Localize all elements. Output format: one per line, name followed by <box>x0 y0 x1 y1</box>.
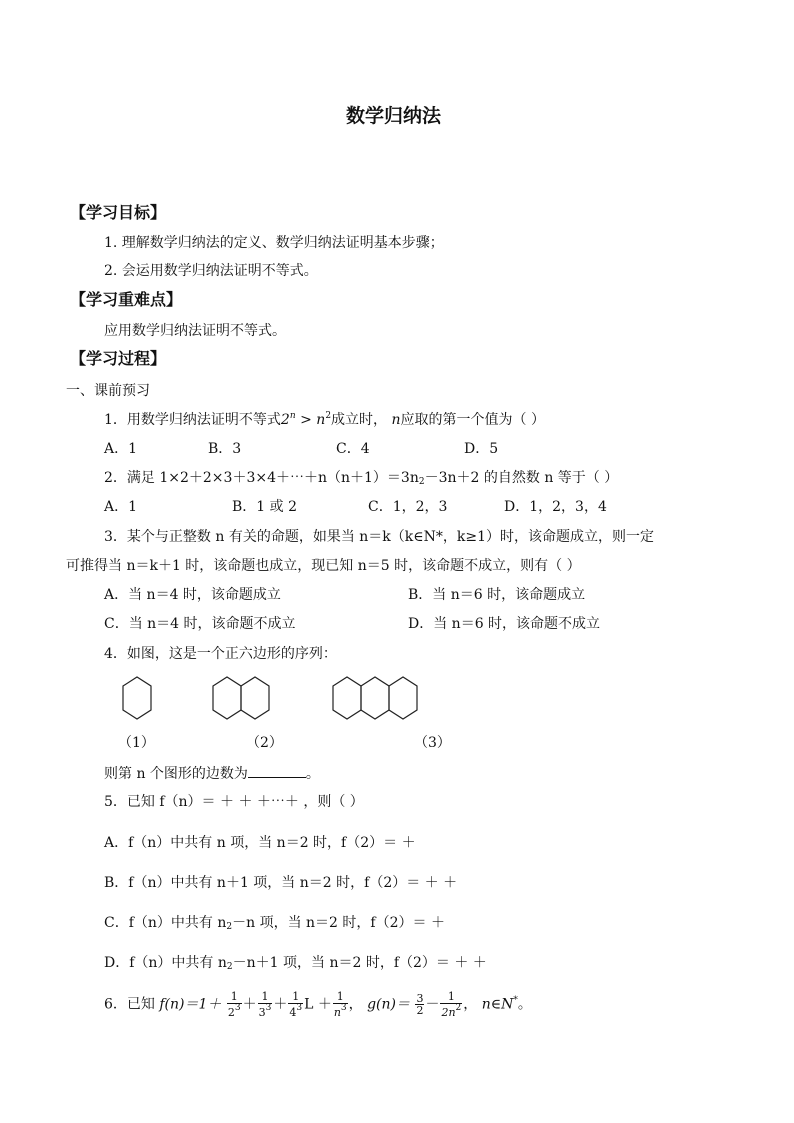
q2-option-b: B．1 或 2 <box>232 499 298 515</box>
q1-suffix: 应取的第一个值为（ ） <box>400 412 545 428</box>
q4-tail-a: 则第 n 个图形的边数为 <box>104 766 248 782</box>
hexagon-figure-2 <box>210 674 280 722</box>
q5-option-d-head: D．f（n）中共有 n <box>104 955 227 971</box>
q6-g-frac-2-exp: 2 <box>455 1002 462 1013</box>
q3-option-d: D．当 n＝6 时，该命题不成立 <box>408 616 601 632</box>
q1-op: > <box>300 412 312 428</box>
q6-sep-2: ， <box>463 996 478 1013</box>
q5-option-c-tail: －n 项，当 n＝2 时，f（2）＝ ＋ <box>232 915 445 931</box>
q6-g-frac-1-den: 2 <box>416 1004 424 1018</box>
q6-frac-4-exp: 3 <box>340 1002 347 1013</box>
q1-option-b: B．3 <box>208 441 242 457</box>
q6-frac-3 <box>288 991 303 1018</box>
q5-option-c-head: C．f（n）中共有 n <box>104 915 227 931</box>
q1-rhs-exp: 2 <box>325 411 332 421</box>
q1-lhs-base: 2 <box>280 412 290 428</box>
question-4: 4．如图，这是一个正六边形的序列： <box>104 646 337 662</box>
q6-frac-4-den: n <box>333 1005 341 1019</box>
q6-plus-3: ＋ <box>317 996 332 1013</box>
hexagon-figure-3 <box>330 674 430 722</box>
q2-option-a: A．1 <box>104 499 138 515</box>
q5-option-b: B．f（n）中共有 n＋1 项，当 n＝2 时，f（2）＝ ＋ ＋ <box>104 875 458 891</box>
q2-text-a: 2．满足 1×2＋2×3＋3×4＋⋯＋n（n＋1）＝3n <box>104 470 419 486</box>
q6-star: * <box>513 995 518 1006</box>
q6-frac-3-den: 4 <box>289 1005 297 1019</box>
q6-frac-2-exp: 3 <box>265 1002 272 1013</box>
figure-label-3: （3） <box>414 735 451 751</box>
q2-option-c: C．1，2，3 <box>368 499 448 515</box>
section-heading-process: 【学习过程】 <box>70 349 167 368</box>
question-2 <box>104 471 618 487</box>
q6-frac-2-den: 3 <box>258 1005 266 1019</box>
q4-tail-b: 。 <box>305 766 320 782</box>
q5-option-c <box>104 916 445 932</box>
section-heading-key-points: 【学习重难点】 <box>70 290 183 309</box>
q2-option-d: D．1，2，3，4 <box>504 499 607 515</box>
q1-option-a: A．1 <box>104 441 138 457</box>
page-title: 数学归纳法 <box>346 105 442 127</box>
q6-end: 。 <box>517 996 532 1013</box>
q6-frac-1-num: 1 <box>227 991 242 1004</box>
q3-option-b: B．当 n＝6 时，该命题成立 <box>408 587 586 603</box>
q3-option-a: A．当 n＝4 时，该命题成立 <box>104 587 281 603</box>
q1-middle: 成立时， <box>331 412 388 428</box>
q1-lhs-exp: n <box>289 411 296 421</box>
q6-g-minus: － <box>425 996 440 1013</box>
figure-label-1: （1） <box>118 735 155 751</box>
q6-frac-4 <box>333 991 348 1018</box>
q1-rhs-base: n <box>316 412 326 428</box>
question-5: 5．已知 f（n）＝ ＋ ＋ ＋⋯＋ ，则（ ） <box>104 794 364 810</box>
goal-item-2: 2. 会运用数学归纳法证明不等式。 <box>104 263 318 279</box>
section-heading-goals: 【学习目标】 <box>70 203 167 222</box>
q1-var: n <box>391 412 401 428</box>
q6-sep-1: ， <box>348 996 363 1013</box>
q3-option-c: C．当 n＝4 时，该命题不成立 <box>104 616 296 632</box>
q6-g-lhs: g(n)＝ <box>367 996 410 1013</box>
subheading-preview: 一、课前预习 <box>66 383 150 399</box>
q6-frac-3-exp: 3 <box>296 1002 303 1013</box>
q6-g-frac-2 <box>440 991 462 1018</box>
q2-text-b: －3n＋2 的自然数 n 等于（ ） <box>424 470 619 486</box>
q6-ellipsis: L <box>304 996 314 1013</box>
q5-option-c-sub: 2 <box>226 922 233 932</box>
q3-line-2: 可推得当 n＝k＋1 时，该命题也成立，现已知 n＝5 时，该命题不成立，则有（ ） <box>66 558 581 574</box>
q1-option-d: D．5 <box>464 441 499 457</box>
q6-frac-4-num: 1 <box>333 991 348 1004</box>
q6-frac-2 <box>258 991 273 1018</box>
q6-frac-1-exp: 3 <box>234 1002 241 1013</box>
q6-frac-1-den: 2 <box>227 1005 235 1019</box>
hexagon-figure-1 <box>120 674 160 722</box>
goal-item-1: 1. 理解数学归纳法的定义、数学归纳法证明基本步骤； <box>104 235 444 251</box>
q5-option-d-sub: 2 <box>226 962 233 972</box>
q6-plus-2: ＋ <box>273 996 288 1013</box>
q4-tail <box>104 765 320 781</box>
q6-g-frac-2-num: 1 <box>440 991 462 1004</box>
figure-label-2: （2） <box>246 735 283 751</box>
q6-plus-1: ＋ <box>242 996 257 1013</box>
q5-option-a: A．f（n）中共有 n 项，当 n＝2 时，f（2）＝ ＋ <box>104 835 416 851</box>
q6-frac-1 <box>227 991 242 1018</box>
q6-g-frac-1-num: 3 <box>416 991 424 1005</box>
q2-sub: 2 <box>418 477 425 487</box>
key-points-text: 应用数学归纳法证明不等式。 <box>104 323 286 339</box>
q5-option-d <box>104 956 487 972</box>
q6-set: n∈N <box>481 996 514 1013</box>
q6-g-frac-1 <box>415 993 424 1017</box>
question-6 <box>104 991 532 1018</box>
q6-frac-3-num: 1 <box>288 991 303 1004</box>
q6-f-lhs: f(n)＝1＋ <box>159 996 222 1013</box>
q5-option-d-tail: －n＋1 项，当 n＝2 时，f（2）＝ ＋ ＋ <box>232 955 487 971</box>
q1-option-c: C．4 <box>336 441 370 457</box>
q1-prefix: 1．用数学归纳法证明不等式 <box>104 412 281 428</box>
q6-frac-2-num: 1 <box>258 991 273 1004</box>
q6-prefix: 6．已知 <box>104 996 155 1013</box>
q6-g-frac-2-den: 2n <box>441 1005 456 1019</box>
q3-line-1: 3．某个与正整数 n 有关的命题，如果当 n＝k（k∈N*，k≥1）时，该命题成立，则一定 <box>104 529 654 545</box>
question-1 <box>104 412 545 427</box>
answer-blank[interactable] <box>248 765 306 778</box>
